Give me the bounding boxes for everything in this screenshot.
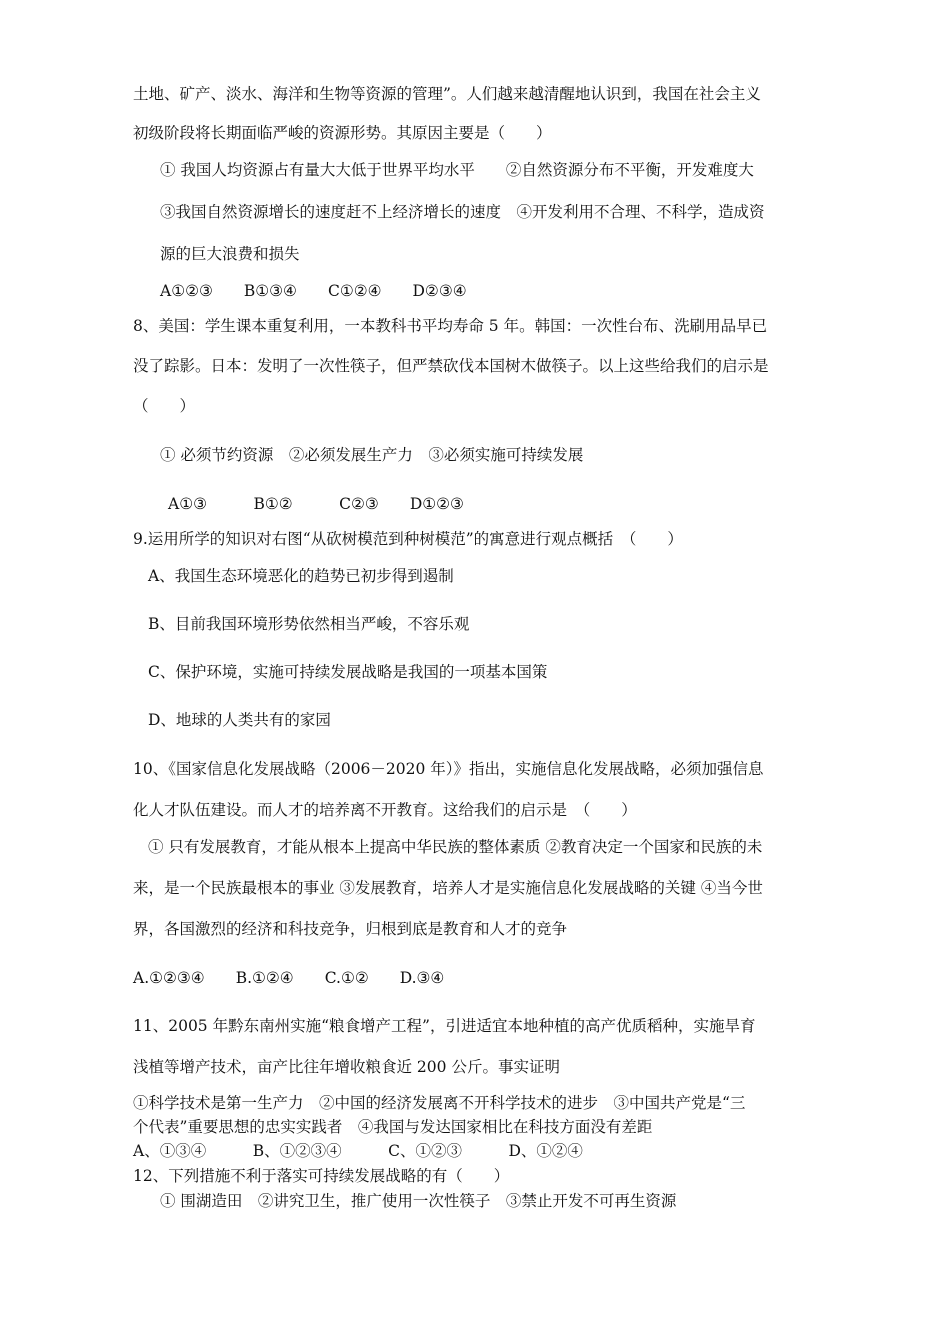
q7-stem-line-2: 初级阶段将长期面临严峻的资源形势。其原因主要是（ ） <box>133 124 552 142</box>
q11-option-line-2: 个代表”重要思想的忠实实践者 ④我国与发达国家相比在科技方面没有差距 <box>133 1118 653 1136</box>
q11-answers: A、①③④ B、①②③④ C、①②③ D、①②④ <box>133 1142 583 1160</box>
q10-answers: A.①②③④ B.①②④ C.①② D.③④ <box>133 969 445 987</box>
q8-stem-line-1: 8、美国：学生课本重复利用，一本教科书平均寿命 5 年。韩国：一次性台布、洗刷用品早已 <box>133 317 768 335</box>
q9-option-a: A、我国生态环境恶化的趋势已初步得到遏制 <box>148 567 454 585</box>
q8-stem-line-2: 没了踪影。日本：发明了一次性筷子，但严禁砍伐本国树木做筷子。以上这些给我们的启示是 <box>133 357 769 375</box>
q8-options: ① 必须节约资源 ②必须发展生产力 ③必须实施可持续发展 <box>160 446 584 464</box>
q12-options: ① 围湖造田 ②讲究卫生，推广使用一次性筷子 ③禁止开发不可再生资源 <box>160 1192 677 1210</box>
q9-stem: 9.运用所学的知识对右图“从砍树模范到种树模范”的寓意进行观点概括 （ ） <box>133 530 683 548</box>
q9-option-c: C、保护环境，实施可持续发展战略是我国的一项基本国策 <box>148 663 548 681</box>
q7-stem-line-1: 土地、矿产、淡水、海洋和生物等资源的管理”。人们越来越清醒地认识到，我国在社会主义 <box>133 85 761 103</box>
q10-option-line-2: 来，是一个民族最根本的事业 ③发展教育，培养人才是实施信息化发展战略的关键 ④当今世 <box>133 879 763 897</box>
q7-option-line-1: ① 我国人均资源占有量大大低于世界平均水平 ②自然资源分布不平衡，开发难度大 <box>160 161 754 179</box>
q7-option-line-3: 源的巨大浪费和损失 <box>160 245 300 263</box>
q9-option-b: B、目前我国环境形势依然相当严峻，不容乐观 <box>148 615 470 633</box>
q10-stem-line-1: 10、《国家信息化发展战略（2006－2020 年）》指出，实施信息化发展战略，必须加强信息 <box>133 760 764 778</box>
q11-stem-line-1: 11、2005 年黔东南州实施“粮食增产工程”，引进适宜本地种植的高产优质稻种，实施旱育 <box>133 1017 756 1035</box>
q11-option-line-1: ①科学技术是第一生产力 ②中国的经济发展离不开科学技术的进步 ③中国共产党是“三 <box>133 1094 746 1112</box>
q9-option-d: D、地球的人类共有的家园 <box>148 711 331 729</box>
q10-stem-line-2: 化人才队伍建设。而人才的培养离不开教育。这给我们的启示是 （ ） <box>133 801 637 819</box>
q7-answers: A①②③ B①③④ C①②④ D②③④ <box>160 282 467 300</box>
q10-option-line-1: ① 只有发展教育，才能从根本上提高中华民族的整体素质 ②教育决定一个国家和民族的未 <box>148 838 763 856</box>
q8-stem-line-3: （ ） <box>133 397 196 415</box>
q10-option-line-3: 界，各国激烈的经济和科技竞争，归根到底是教育和人才的竞争 <box>133 920 568 938</box>
q7-option-line-2: ③我国自然资源增长的速度赶不上经济增长的速度 ④开发利用不合理、不科学，造成资 <box>160 203 765 221</box>
q8-answers: A①③ B①② C②③ D①②③ <box>168 495 464 513</box>
q11-stem-line-2: 浅植等增产技术，亩产比往年增收粮食近 200 公斤。事实证明 <box>133 1058 560 1076</box>
q12-stem: 12、下列措施不利于落实可持续发展战略的有（ ） <box>133 1167 510 1185</box>
